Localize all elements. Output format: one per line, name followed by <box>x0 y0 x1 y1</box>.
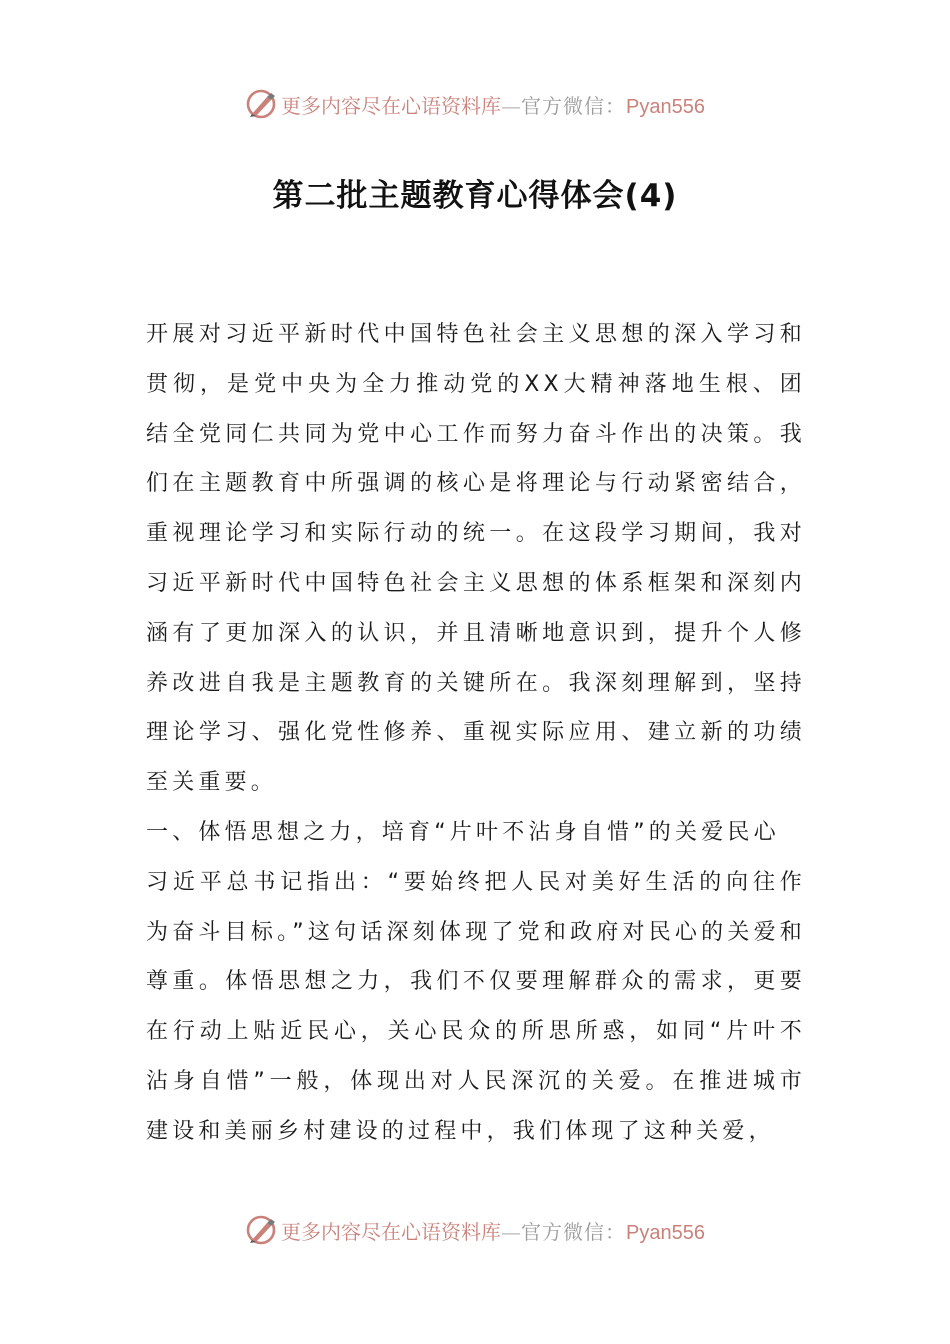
pen-circle-icon <box>245 87 279 121</box>
pen-circle-icon <box>245 1213 279 1247</box>
paragraph: 开展对习近平新时代中国特色社会主义思想的深入学习和贯彻，是党中央为全力推动党的XX大精神落地生根、团结全党同仁共同为党中心工作而努力奋斗作出的决策。我们在主题教育中所强调的核心是将理论与行动紧密结合，重视理论学习和实际行动的统一。在这段学习期间，我对习近平新时代中国特色社会主义思想的体系框架和深刻内涵有了更加深入的认识，并且清晰地意识到，提升个人修养改进自我是主题教育的关键所在。我深刻理解到，坚持理论学习、强化党性修养、重视实际应用、建立新的功绩至关重要。 <box>146 322 806 796</box>
document-body <box>146 310 806 1157</box>
paragraph: 习近平总书记指出：“要始终把人民对美好生活的向往作为奋斗目标。”这句话深刻体现了党和政府对民心的关爱和尊重。体悟思想之力，我们不仅要理解群众的需求，更要在行动上贴近民心，关心民众的所思所惑，如同“片叶不沾身自惜”一般，体现出对人民深沉的关爱。在推进城市建设和美丽乡村建设的过程中，我们体现了这种关爱， <box>146 869 806 1144</box>
footer-watermark <box>0 1210 950 1250</box>
section-heading: 一、体悟思想之力，培育“片叶不沾身自惜”的关爱民心 <box>146 819 780 845</box>
document-title: 第二批主题教育心得体会(4) <box>272 178 678 214</box>
watermark-text: 更多内容尽在心语资料库—官方微信：Pyan556 <box>281 1219 705 1244</box>
watermark-text: 更多内容尽在心语资料库—官方微信：Pyan556 <box>281 93 705 118</box>
header-watermark <box>0 84 950 124</box>
